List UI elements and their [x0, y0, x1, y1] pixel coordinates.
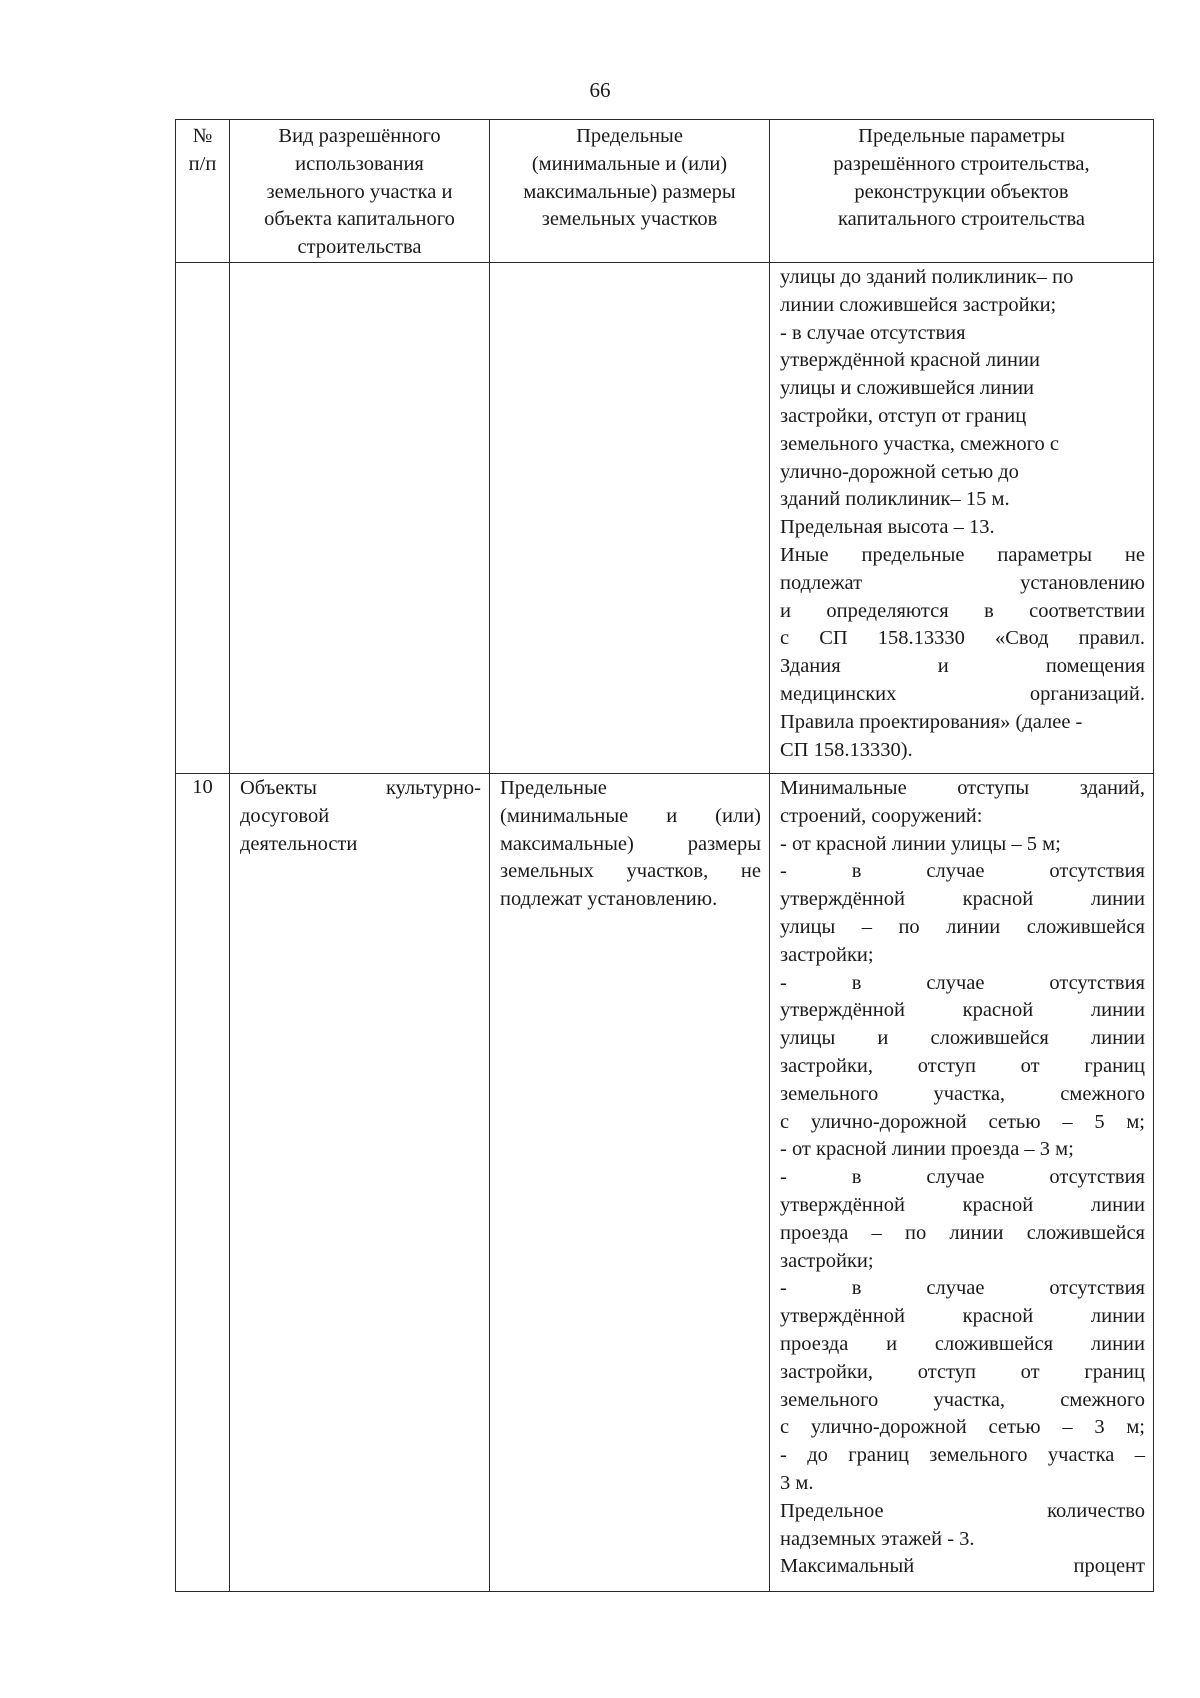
text-line: утверждённой красной линии [780, 1305, 1145, 1328]
header-line: земельного участка и [266, 180, 453, 203]
text-line: максимальные) размеры [500, 832, 761, 855]
table-row-10 [176, 773, 1154, 1591]
page-number: 66 [589, 78, 611, 102]
text-line: - в случае отсутствия [780, 1277, 1145, 1300]
table-header-row [176, 120, 1154, 263]
text-line: с СП 158.13330 «Свод правил. [780, 627, 1145, 650]
text-line: Здания и помещения [780, 655, 1145, 678]
text-line: застройки, отступ от границ [780, 1054, 1145, 1077]
text-line: медицинских организаций. [780, 682, 1145, 705]
header-line: объекта капитального [264, 208, 455, 231]
header-line: Предельные [576, 125, 683, 147]
cell-use-type [230, 262, 490, 773]
text-line: застройки; [780, 1249, 874, 1272]
text-line: - в случае отсутствия [780, 860, 1145, 883]
header-line: земельных участков [541, 208, 718, 231]
text-line: подлежат установлению [780, 571, 1145, 594]
cell-building-params [770, 773, 1154, 1591]
header-line: Предельные параметры [858, 125, 1065, 147]
text-line: строений, сооружений: [780, 804, 983, 827]
text-line: Объекты культурно- [240, 776, 481, 799]
header-building-params [770, 120, 1154, 263]
text-line: Минимальные отступы зданий, [780, 776, 1145, 799]
text-line: СП 158.13330). [780, 738, 913, 761]
header-line: реконструкции объектов [854, 180, 1069, 203]
cell-number [176, 262, 230, 773]
table-row-continued [176, 262, 1154, 773]
text-line: улицы и сложившейся линии [780, 377, 1035, 400]
header-use-type [230, 120, 490, 263]
text-line: (минимальные и (или) [500, 804, 761, 827]
text-line: Предельное количество [780, 1499, 1145, 1522]
text-line: Предельные [500, 776, 607, 799]
text-line: и определяются в соответствии [780, 599, 1145, 622]
header-line: использования [295, 152, 424, 175]
text-line: - от красной линии проезда – 3 м; [780, 1138, 1074, 1161]
params-text-block [770, 263, 1153, 764]
use-type-text-block [230, 774, 489, 858]
header-line: Вид разрешённого [278, 125, 441, 147]
text-line: - в случае отсутствия [780, 971, 1145, 994]
text-line: земельного участка, смежного [780, 1082, 1145, 1105]
header-plot-size [490, 120, 770, 263]
text-line: деятельности [240, 832, 358, 855]
text-line: - от красной линии улицы – 5 м; [780, 832, 1061, 855]
text-line: - в случае отсутствия [780, 321, 966, 344]
text-line: - до границ земельного участка – [780, 1444, 1145, 1467]
header-line: строительства [297, 236, 422, 259]
text-line: земельного участка, смежного [780, 1388, 1145, 1411]
plot-size-text-block [490, 774, 769, 914]
text-line: утверждённой красной линии [780, 888, 1145, 911]
params-text-block [770, 774, 1153, 1581]
header-line: капитального строительства [838, 208, 1085, 231]
header-number-line: п/п [188, 152, 217, 175]
text-line: утверждённой красной линии [780, 1193, 1145, 1216]
text-line: надземных этажей - 3. [780, 1527, 975, 1550]
text-line: улицы и сложившейся линии [780, 1027, 1145, 1050]
regulations-table [175, 119, 1154, 1592]
cell-use-type [230, 773, 490, 1591]
text-line: застройки, отступ от границ [780, 404, 1027, 427]
text-line: утверждённой красной линии [780, 999, 1145, 1022]
text-line: утверждённой красной линии [780, 349, 1040, 372]
header-line: максимальные) размеры [523, 180, 736, 203]
text-line: линии сложившейся застройки; [780, 293, 1057, 316]
text-line: Предельная высота – 13. [780, 516, 995, 539]
text-line: 3 м. [780, 1471, 814, 1494]
text-line: Иные предельные параметры не [780, 543, 1145, 566]
header-line: (минимальные и (или) [531, 152, 728, 175]
text-line: с улично-дорожной сетью – 3 м; [780, 1416, 1145, 1439]
text-line: зданий поликлиник– 15 м. [780, 488, 1010, 511]
text-line: улицы до зданий поликлиник– по [780, 265, 1074, 288]
text-line: подлежат установлению. [500, 888, 718, 911]
text-line: проезда – по линии сложившейся [780, 1221, 1145, 1244]
cell-plot-size [490, 262, 770, 773]
text-line: проезда и сложившейся линии [780, 1332, 1145, 1355]
header-number-line: № [192, 125, 213, 147]
text-line: - в случае отсутствия [780, 1166, 1145, 1189]
cell-number: 10 [176, 773, 230, 1591]
text-line: застройки, отступ от границ [780, 1360, 1145, 1383]
text-line: улично-дорожной сетью до [780, 460, 1019, 483]
text-line: Максимальный процент [780, 1555, 1145, 1578]
text-line: Правила проектирования» (далее - [780, 710, 1083, 733]
text-line: земельного участка, смежного с [780, 432, 1059, 455]
text-line: улицы – по линии сложившейся [780, 915, 1145, 938]
text-line: земельных участков, не [500, 860, 761, 883]
cell-plot-size [490, 773, 770, 1591]
header-number [176, 120, 230, 263]
text-line: досуговой [240, 804, 330, 827]
text-line: с улично-дорожной сетью – 5 м; [780, 1110, 1145, 1133]
header-line: разрешённого строительства, [833, 152, 1090, 175]
text-line: застройки; [780, 943, 874, 966]
cell-building-params [770, 262, 1154, 773]
